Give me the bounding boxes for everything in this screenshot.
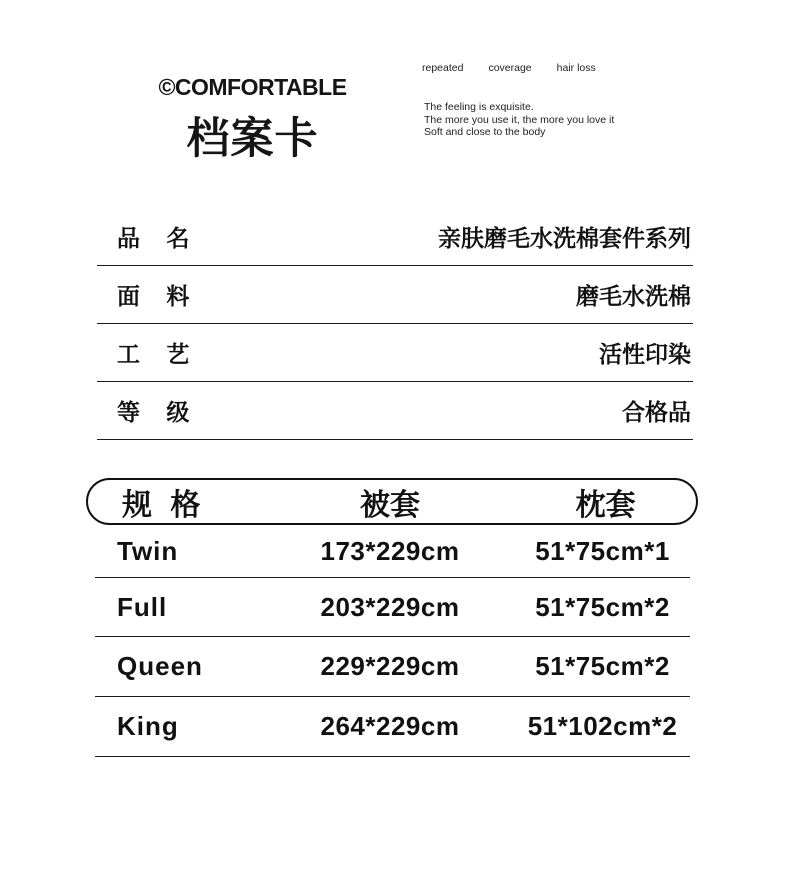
spec-pillow: 51*75cm*1	[535, 535, 670, 566]
attribute-label: 品 名	[117, 225, 200, 251]
spec-table-header	[86, 478, 698, 525]
spec-duvet: 229*229cm	[320, 651, 460, 681]
spec-size: Twin	[117, 535, 179, 566]
attribute-label: 工 艺	[117, 341, 200, 367]
spec-pillow: 51*75cm*2	[535, 651, 670, 681]
spec-row-king	[95, 697, 690, 757]
spec-header-pillow: 枕套	[575, 489, 636, 522]
attribute-row-fabric	[97, 266, 693, 324]
feature-keyword: hair loss	[556, 62, 596, 74]
spec-duvet: 173*229cm	[320, 535, 460, 566]
attribute-table	[97, 208, 693, 440]
attribute-value: 磨毛水洗棉	[576, 283, 691, 309]
attribute-row-grade	[97, 382, 693, 440]
spec-pillow: 51*75cm*2	[535, 591, 670, 622]
tagline-line: Soft and close to the body	[424, 126, 546, 138]
brand-block	[150, 74, 355, 166]
attribute-label: 等 级	[117, 399, 200, 425]
attribute-value: 活性印染	[599, 341, 691, 367]
feature-keyword: repeated	[422, 62, 464, 74]
spec-row-twin	[95, 525, 690, 578]
spec-duvet: 203*229cm	[320, 591, 460, 622]
attribute-label: 面 料	[117, 283, 200, 309]
spec-size: Queen	[117, 651, 203, 681]
spec-size: Full	[117, 591, 168, 622]
brand-logo: ©COMFORTABLE	[158, 74, 347, 100]
feature-keywords	[422, 62, 596, 74]
spec-row-queen	[95, 637, 690, 697]
spec-row-full	[95, 578, 690, 637]
tagline-line: The more you use it, the more you love it	[424, 113, 615, 126]
attribute-row-craft	[97, 324, 693, 382]
spec-header-duvet: 被套	[360, 489, 420, 522]
spec-header-size: 规 格	[122, 489, 206, 522]
tagline-line: The feeling is exquisite.	[424, 101, 534, 113]
tagline	[424, 101, 614, 139]
feature-keyword: coverage	[488, 62, 532, 74]
spec-size: King	[117, 711, 179, 741]
spec-pillow: 51*102cm*2	[527, 711, 678, 741]
attribute-value: 合格品	[622, 399, 691, 425]
spec-duvet: 264*229cm	[320, 711, 460, 741]
attribute-row-product-name	[97, 208, 693, 266]
spec-table-body	[95, 525, 690, 757]
attribute-value: 亲肤磨毛水洗棉套件系列	[438, 225, 691, 251]
card-title: 档案卡	[186, 115, 319, 163]
